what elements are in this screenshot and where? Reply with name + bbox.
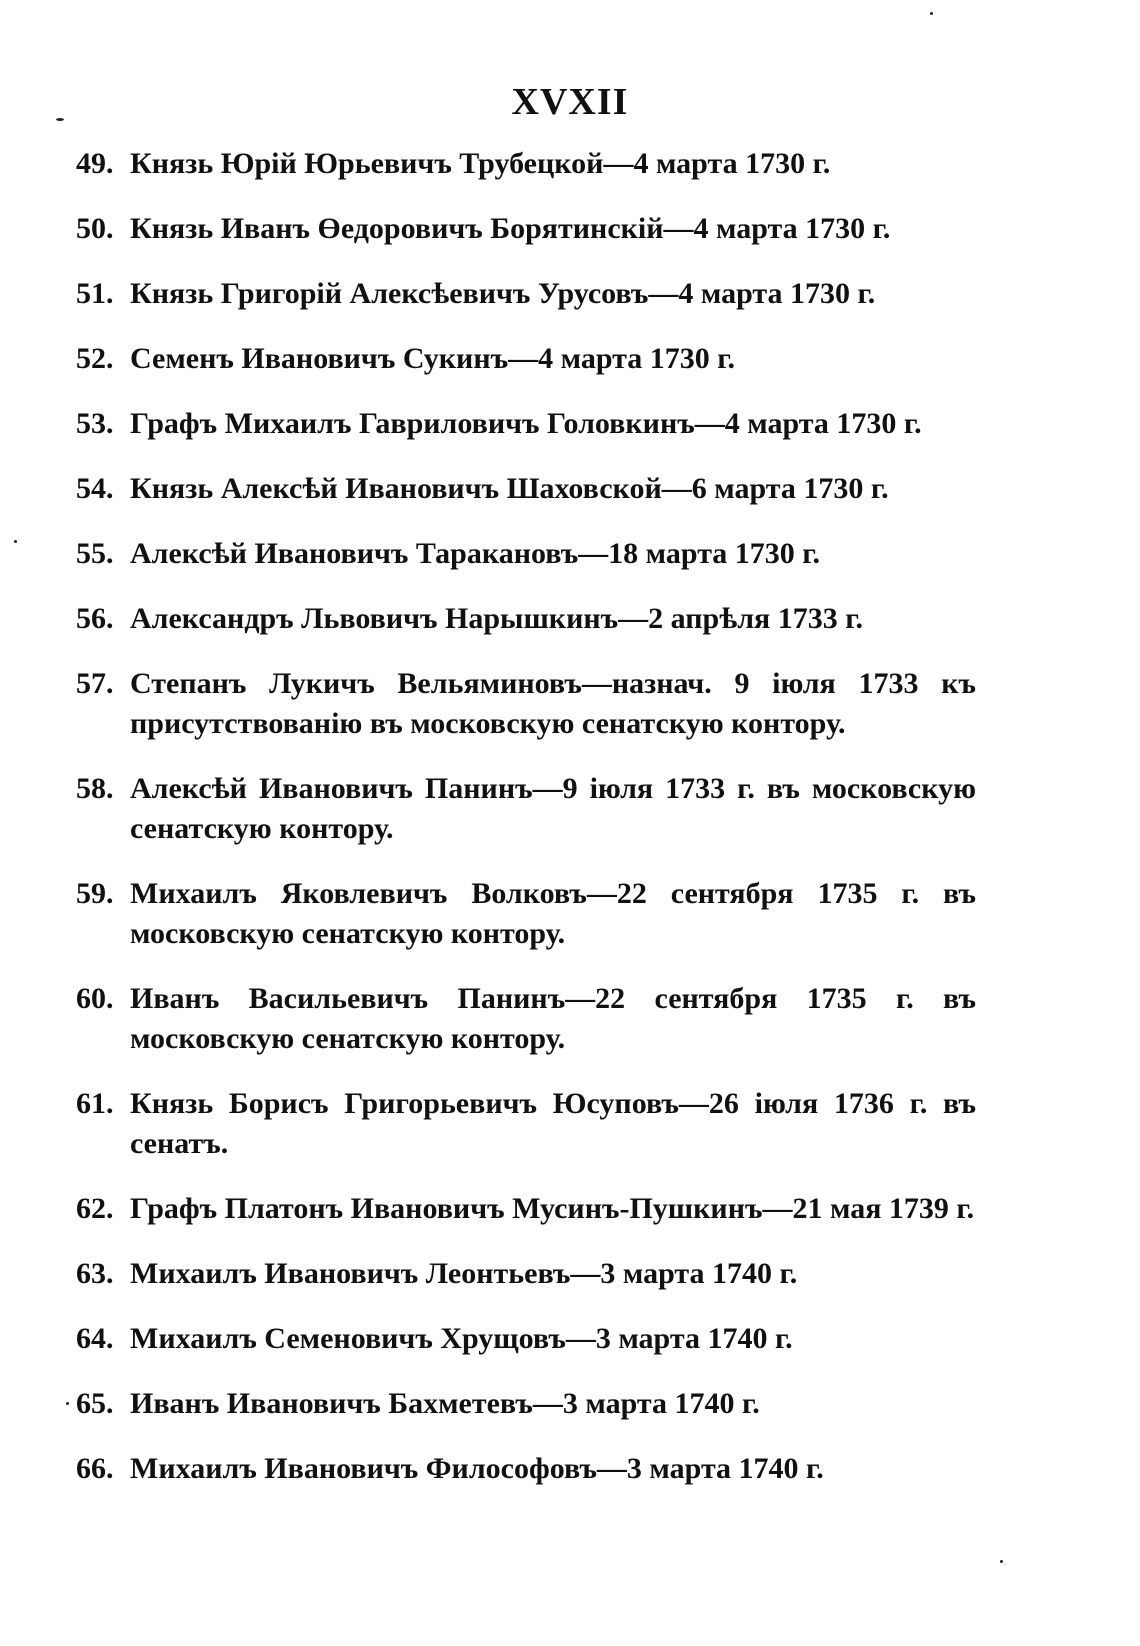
list-item [76,339,976,379]
entry-number: 56. [76,602,114,635]
entry-text: Михаилъ Семеновичъ Хрущовъ—3 марта 1740 г. [130,1322,793,1355]
list-item [76,404,976,444]
entries-list [76,144,976,1514]
scan-speck [1000,1560,1003,1563]
list-item [76,599,976,639]
entry-number: 53. [76,407,114,440]
entry-number: 65. [76,1387,114,1420]
entry-number: 63. [76,1257,114,1290]
list-item [76,144,976,184]
entry-text: Иванъ Ивановичъ Бахметевъ—3 марта 1740 г. [130,1387,760,1420]
entry-number: 49. [76,147,114,180]
entry-text: Михаилъ Ивановичъ Философовъ—3 марта 1740 г. [130,1452,824,1485]
entry-number: 50. [76,212,114,245]
entry-text: Графъ Михаилъ Гавриловичъ Головкинъ—4 марта 1730 г. [130,407,922,440]
entry-text: Михаилъ Ивановичъ Леонтьевъ—3 марта 1740 г. [130,1257,798,1290]
entry-number: 61. [76,1087,114,1120]
entry-text: Князь Григорiй Алексѣевичъ Урусовъ—4 марта 1730 г. [130,277,876,310]
entry-text: Князь Борисъ Григорьевичъ Юсуповъ—26 iюля 1736 г. въ сенатъ. [130,1087,976,1160]
list-item [76,874,976,954]
entry-text: Семенъ Ивановичъ Сукинъ—4 марта 1730 г. [130,342,735,375]
list-item [76,209,976,249]
entry-number: 55. [76,537,114,570]
list-item [76,769,976,849]
list-item [76,979,976,1059]
list-item [76,1189,976,1229]
list-item [76,1319,976,1359]
entry-text: Князь Юрiй Юрьевичъ Трубецкой—4 марта 1730 г. [130,147,831,180]
entry-text: Иванъ Васильевичъ Панинъ—22 сентября 1735 г. въ московскую сенатскую контору. [130,982,976,1055]
entry-number: 54. [76,472,114,505]
list-item [76,1449,976,1489]
entry-text: Алексѣй Ивановичъ Таракановъ—18 марта 1730 г. [130,537,821,570]
entry-text: Степанъ Лукичъ Вельяминовъ—назнач. 9 iюля 1733 къ присутствованiю въ московскую сенатскую контору. [130,667,976,740]
list-item [76,534,976,574]
list-item [76,1084,976,1164]
list-item [76,664,976,744]
entry-text: Алексѣй Ивановичъ Панинъ—9 iюля 1733 г. въ московскую сенатскую контору. [130,772,976,845]
entry-text: Михаилъ Яковлевичъ Волковъ—22 сентября 1735 г. въ московскую сенатскую контору. [130,877,976,950]
list-item [76,1254,976,1294]
entry-number: 57. [76,667,114,700]
entry-number: 60. [76,982,114,1015]
scan-speck [14,540,17,543]
entry-number: 59. [76,877,114,910]
entry-text: Графъ Платонъ Ивановичъ Мусинъ-Пушкинъ—21 мая 1739 г. [130,1192,975,1225]
entry-text: Князь Алексѣй Ивановичъ Шаховской—6 марта 1730 г. [130,472,889,505]
list-item [76,1384,976,1424]
entry-number: 62. [76,1192,114,1225]
scan-speck [56,118,64,121]
entry-text: Александръ Львовичъ Нарышкинъ—2 апрѣля 1733 г. [130,602,864,635]
scan-speck [930,12,933,15]
entry-number: 66. [76,1452,114,1485]
entry-text: Князь Иванъ Өедоровичъ Борятинскiй—4 марта 1730 г. [130,212,891,245]
entry-number: 64. [76,1322,114,1355]
entry-number: 52. [76,342,114,375]
entry-number: 58. [76,772,114,805]
entry-number: 51. [76,277,114,310]
scan-speck [66,1402,69,1405]
list-item [76,469,976,509]
page-header-number: XVXII [511,81,629,123]
list-item [76,274,976,314]
